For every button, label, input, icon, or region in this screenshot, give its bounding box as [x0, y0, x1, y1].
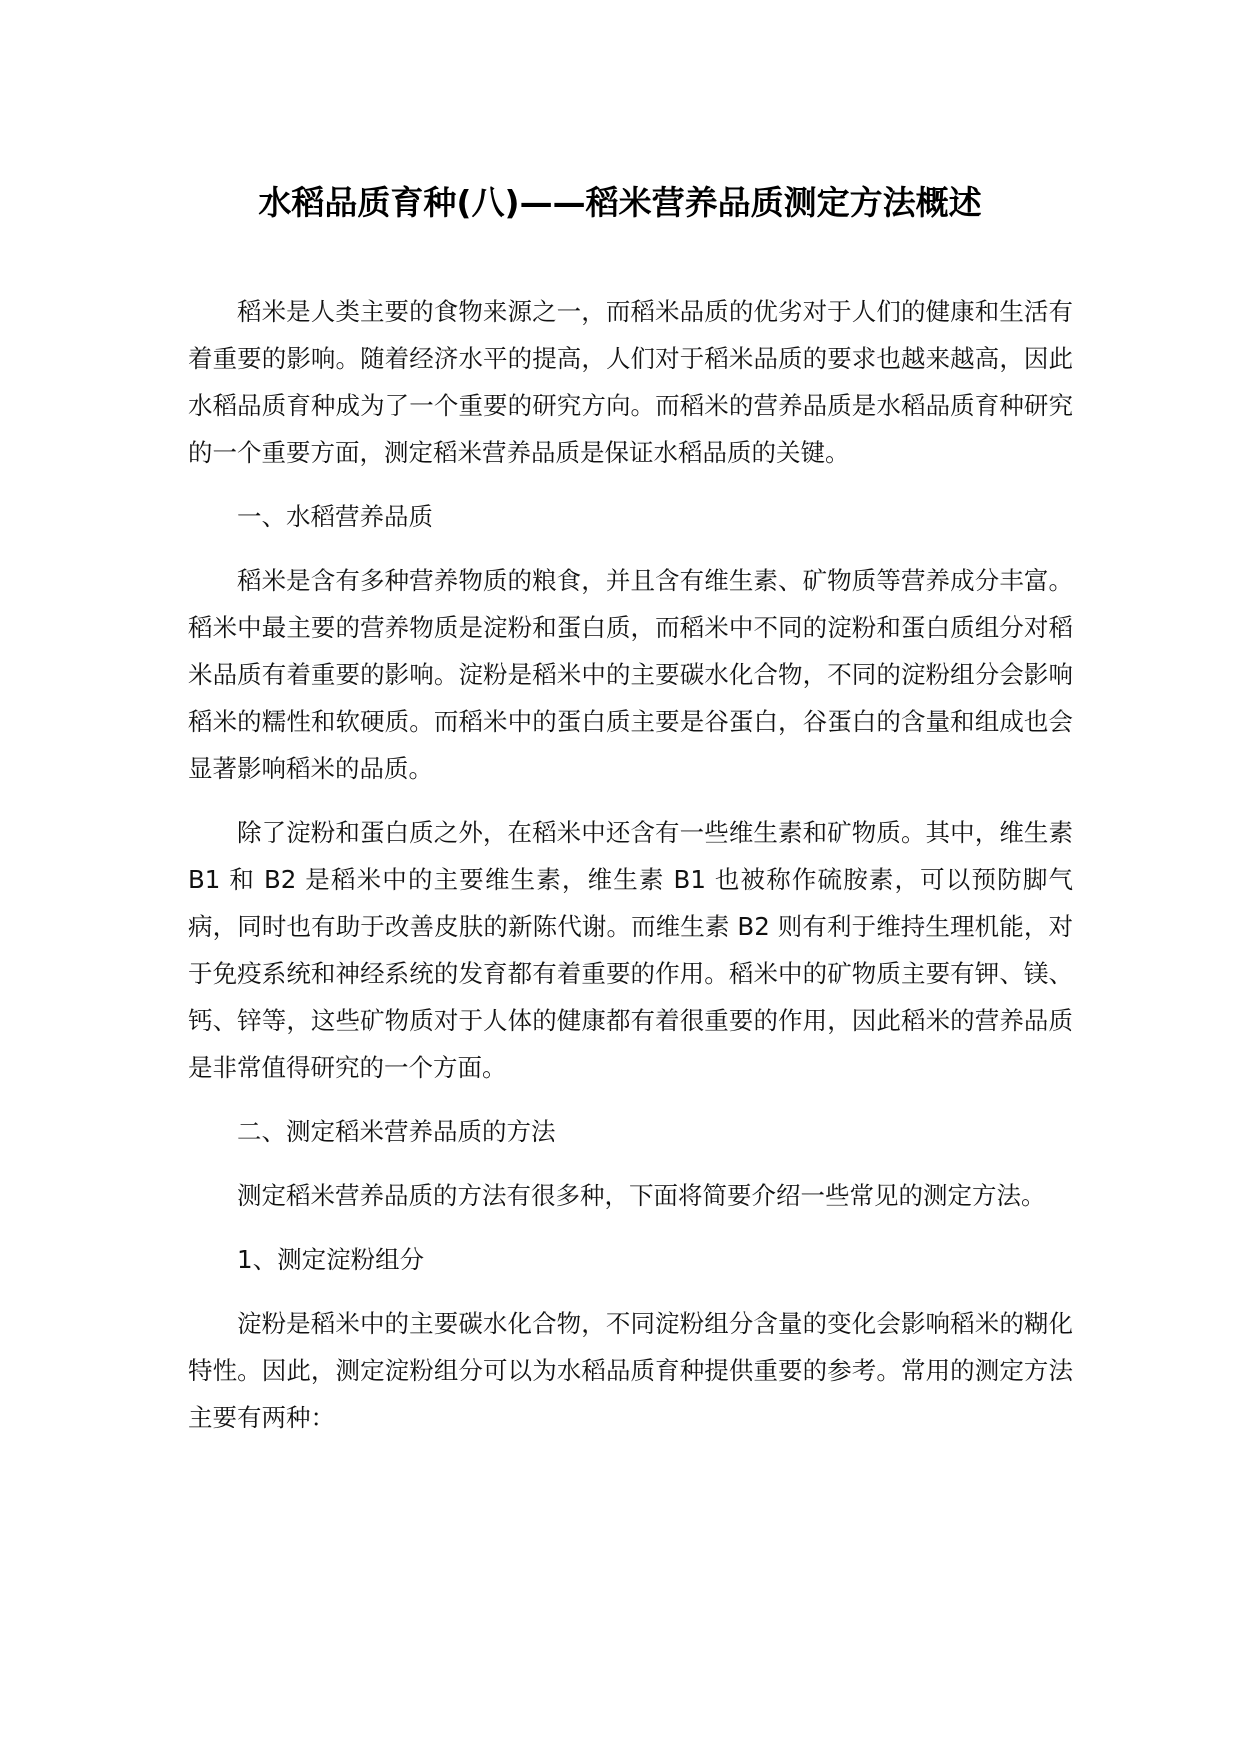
document-body — [188, 288, 1073, 1458]
intro-paragraph: 稻米是人类主要的食物来源之一，而稻米品质的优劣对于人们的健康和生活有着重要的影响。随着经济水平的提高，人们对于稻米品质的要求也越来越高，因此水稻品质育种成为了一个重要的研究方向。而稻米的营养品质是水稻品质育种研究的一个重要方面，测定稻米营养品质是保证水稻品质的关键。 — [188, 297, 1073, 467]
section-heading-methods: 二、测定稻米营养品质的方法 — [237, 1117, 556, 1146]
subsection-heading-starch: 1、测定淀粉组分 — [237, 1245, 425, 1274]
nutrition-paragraph: 稻米是含有多种营养物质的粮食，并且含有维生素、矿物质等营养成分丰富。稻米中最主要的营养物质是淀粉和蛋白质，而稻米中不同的淀粉和蛋白质组分对稻米品质有着重要的影响。淀粉是稻米中的主要碳水化合物，不同的淀粉组分会影响稻米的糯性和软硬质。而稻米中的蛋白质主要是谷蛋白，谷蛋白的含量和组成也会显著影响稻米的品质。 — [188, 566, 1073, 783]
document-title: 水稻品质育种(八)——稻米营养品质测定方法概述 — [258, 183, 982, 222]
methods-intro-paragraph: 测定稻米营养品质的方法有很多种，下面将简要介绍一些常见的测定方法。 — [237, 1181, 1046, 1210]
vitamins-paragraph: 除了淀粉和蛋白质之外，在稻米中还含有一些维生素和矿物质。其中，维生素 B1 和 B2 是稻米中的主要维生素，维生素 B1 也被称作硫胺素，可以预防脚气病，同时也有助于改善皮肤的新陈代谢。而维生素 B2 则有利于维持生理机能，对于免疫系统和神经系统的发育都有着重要的作用。稻米中的矿物质主要有钾、镁、钙、锌等，这些矿物质对于人体的健康都有着很重要的作用，因此稻米的营养品质是非常值得研究的一个方面。 — [188, 818, 1073, 1082]
starch-paragraph: 淀粉是稻米中的主要碳水化合物，不同淀粉组分含量的变化会影响稻米的糊化特性。因此，测定淀粉组分可以为水稻品质育种提供重要的参考。常用的测定方法主要有两种： — [188, 1309, 1073, 1432]
section-heading-nutrition: 一、水稻营养品质 — [237, 502, 433, 531]
